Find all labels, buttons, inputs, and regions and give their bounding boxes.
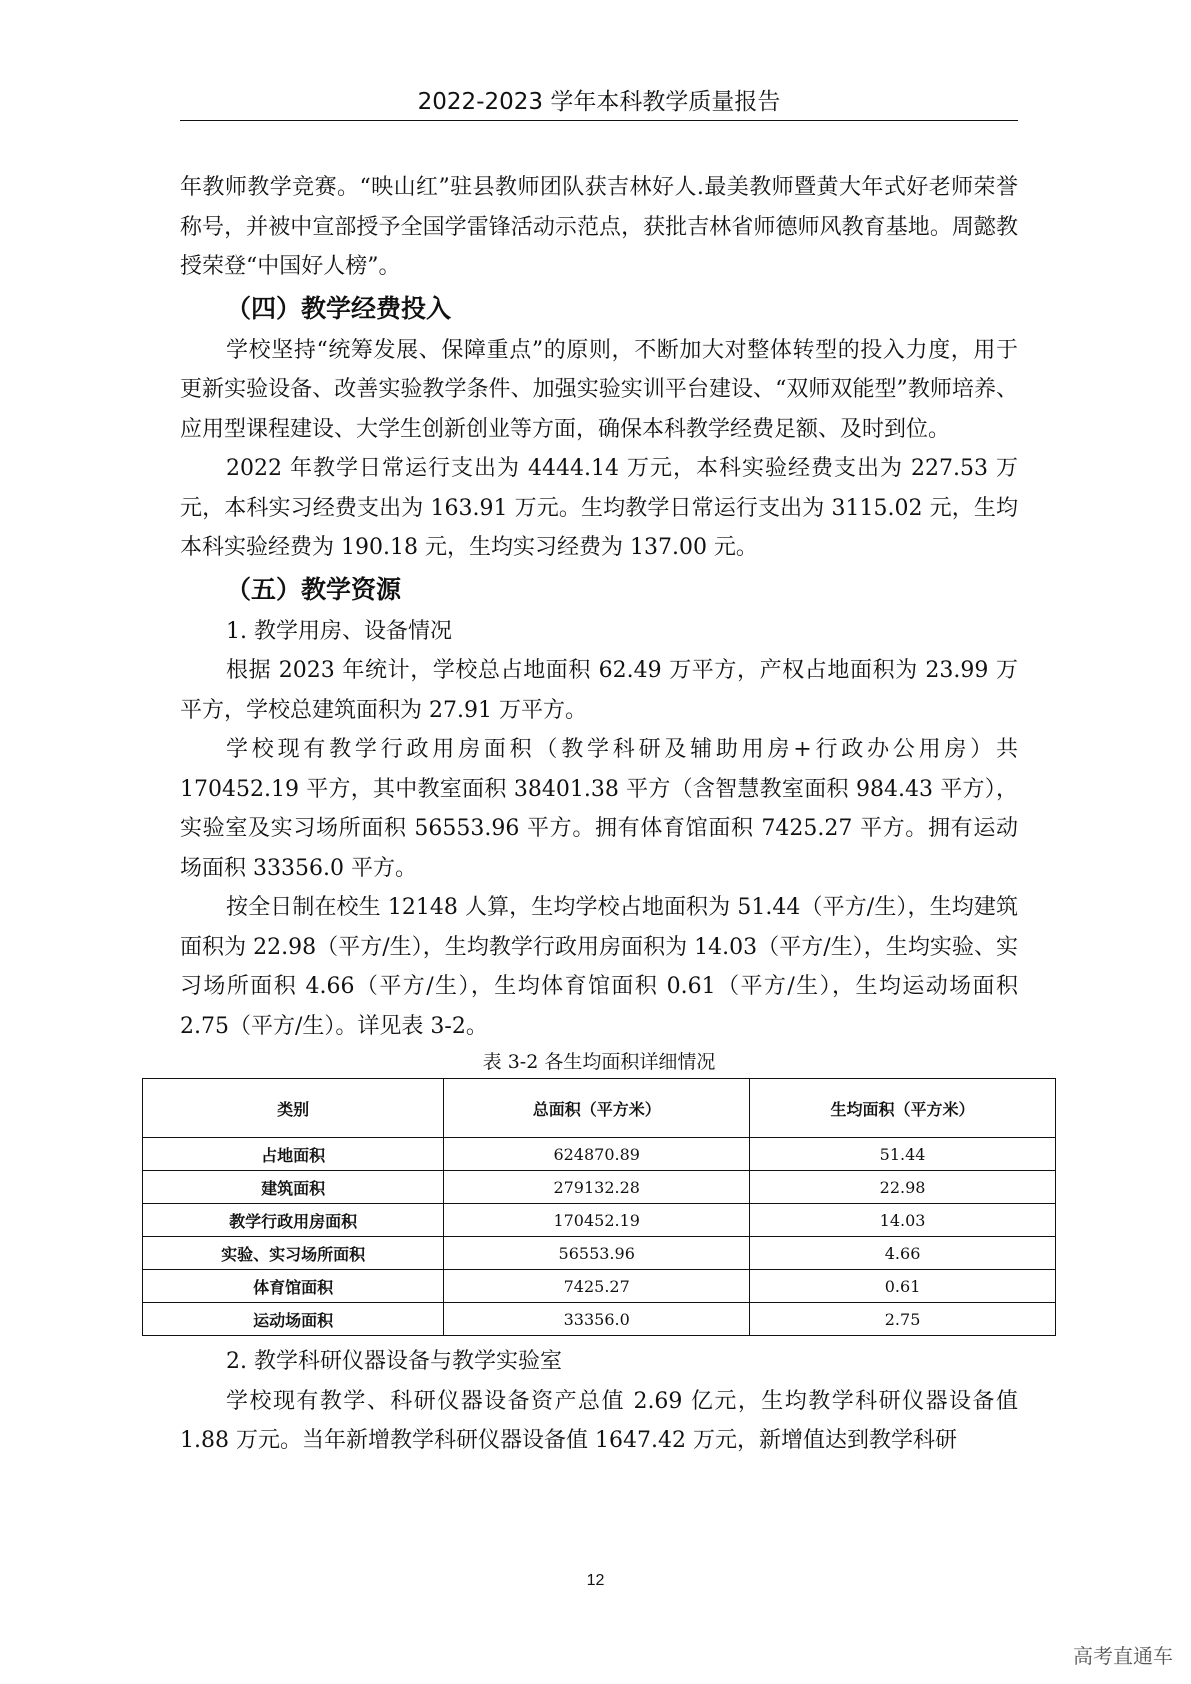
table-row [143, 1270, 1056, 1303]
paragraph: 学校现有教学、科研仪器设备资产总值 2.69 亿元，生均教学科研仪器设备值 1.88 万元。当年新增教学科研仪器设备值 1647.42 万元，新增值达到教学科研 [180, 1388, 1018, 1453]
paragraph: 学校坚持“统筹发展、保障重点”的原则，不断加大对整体转型的投入力度，用于更新实验设备、改善实验教学条件、加强实验实训平台建设、“双师双能型”教师培养、应用型课程建设、大学生创新创业等方面，确保本科教学经费足额、及时到位。 [180, 337, 1018, 442]
table-caption: 表 3-2 各生均面积详细情况 [482, 1051, 716, 1073]
subsection-heading: 2. 教学科研仪器设备与教学实验室 [226, 1349, 562, 1374]
table-row [143, 1171, 1056, 1204]
page-body [180, 168, 1018, 1461]
table-cell: 7425.27 [444, 1270, 750, 1303]
table-cell: 0.61 [750, 1270, 1056, 1303]
paragraph: 按全日制在校生 12148 人算，生均学校占地面积为 51.44（平方/生），生均建筑面积为 22.98（平方/生），生均教学行政用房面积为 14.03（平方/生），生均实验、实习场所面积 4.66（平方/生），生均体育馆面积 0.61（平方/生），生均运动场面积 2.75（平方/生）。详见表 3-2。 [180, 895, 1018, 1039]
table-cell: 14.03 [750, 1204, 1056, 1237]
table-row [143, 1204, 1056, 1237]
table-row [143, 1303, 1056, 1336]
table-cell: 教学行政用房面积 [143, 1204, 444, 1237]
table-cell: 占地面积 [143, 1138, 444, 1171]
table-cell: 实验、实习场所面积 [143, 1237, 444, 1270]
page-header: 2022-2023 学年本科教学质量报告 [180, 84, 1018, 121]
table-cell: 170452.19 [444, 1204, 750, 1237]
table-cell: 33356.0 [444, 1303, 750, 1336]
table-header-row [143, 1079, 1056, 1138]
subsection-heading: 1. 教学用房、设备情况 [226, 618, 452, 644]
watermark: 高考直通车 [1073, 1644, 1173, 1668]
table-cell: 51.44 [750, 1138, 1056, 1171]
table-row [143, 1138, 1056, 1171]
column-header: 总面积（平方米） [444, 1079, 750, 1138]
table-cell: 建筑面积 [143, 1171, 444, 1204]
table-row [143, 1237, 1056, 1270]
section-heading-4: （四）教学经费投入 [226, 293, 452, 323]
table-cell: 279132.28 [444, 1171, 750, 1204]
paragraph: 学校现有教学行政用房面积（教学科研及辅助用房+行政办公用房）共 170452.19 平方，其中教室面积 38401.38 平方（含智慧教室面积 984.43 平方），实验室及实习场所面积 56553.96 平方。拥有体育馆面积 7425.27 平方。拥有运动场面积 33356.0 平方。 [180, 737, 1018, 881]
page-number: 12 [586, 1572, 605, 1589]
area-table [142, 1078, 1056, 1336]
table-cell: 体育馆面积 [143, 1270, 444, 1303]
table-cell: 22.98 [750, 1171, 1056, 1204]
column-header: 类别 [143, 1079, 444, 1138]
column-header: 生均面积（平方米） [750, 1079, 1056, 1138]
table-cell: 56553.96 [444, 1237, 750, 1270]
paragraph: 2022 年教学日常运行支出为 4444.14 万元，本科实验经费支出为 227.53 万元，本科实习经费支出为 163.91 万元。生均教学日常运行支出为 3115.02 元，生均本科实验经费为 190.18 元，生均实习经费为 137.00 元。 [180, 456, 1018, 560]
table-cell: 624870.89 [444, 1138, 750, 1171]
paragraph: 年教师教学竞赛。“映山红”驻县教师团队获吉林好人.最美教师暨黄大年式好老师荣誉称号，并被中宣部授予全国学雷锋活动示范点，获批吉林省师德师风教育基地。周懿教授荣登“中国好人榜”。 [180, 175, 1018, 279]
table-cell: 2.75 [750, 1303, 1056, 1336]
paragraph: 根据 2023 年统计，学校总占地面积 62.49 万平方，产权占地面积为 23.99 万平方，学校总建筑面积为 27.91 万平方。 [180, 658, 1018, 723]
table-cell: 运动场面积 [143, 1303, 444, 1336]
table-cell: 4.66 [750, 1237, 1056, 1270]
section-heading-5: （五）教学资源 [226, 574, 402, 604]
